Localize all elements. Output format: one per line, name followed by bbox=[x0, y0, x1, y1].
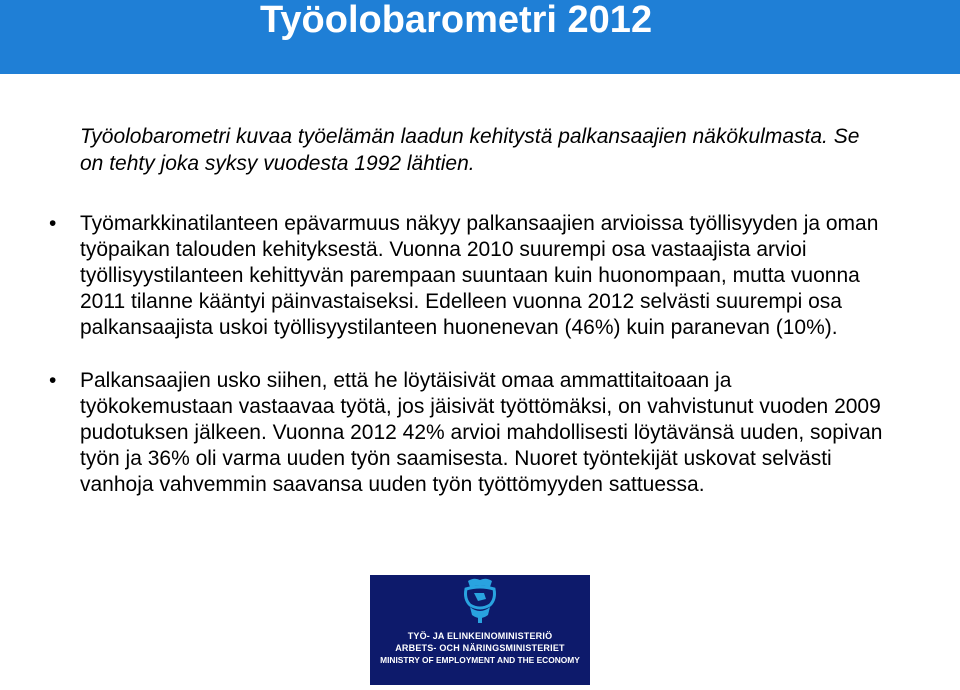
intro-text: Työolobarometri kuvaa työelämän laadun kehitystä palkansaajien näkökulmasta. Se on tehty joka syksy vuodesta 1992 lähtien. bbox=[80, 125, 860, 175]
ministry-lion-emblem-icon bbox=[460, 575, 500, 625]
bullet-dot: • bbox=[49, 369, 57, 392]
bullet-text: Työmarkkinatilanteen epävarmuus näkyy palkansaajien arvioissa työllisyyden ja oman työpaikan talouden kehityksestä. Vuonna 2010 suurempi osa vastaajista arvioi työllisyystilanteen kehittyvän parempaan suuntaan kuin huonompaan, mutta vuonna 2011 tilanne kääntyi päinvastaiseksi. Edelleen vuonna 2012 selvästi suurempi osa palkansaajista uskoi työllisyystilanteen huonenevan (46%) kuin paranevan (10%). bbox=[80, 212, 879, 339]
bullet-dot: • bbox=[49, 212, 57, 235]
bullet-text: Palkansaajien usko siihen, että he löytäisivät omaa ammattitaitoaan ja työkokemustaan vastaavaa työtä, jos jäisivät työttömäksi, on vahvistunut vuoden 2009 pudotuksen jälkeen. Vuonna 2012 42% arvioi mahdollisesti löytävänsä uuden, sopivan työn ja 36% oli varma uuden työn saamisesta. Nuoret työntekijät uskovat selvästi vanhoja vahvemmin saavansa uuden työn työttömyyden sattuessa. bbox=[80, 369, 883, 496]
bullet-list bbox=[49, 211, 890, 498]
ministry-name-fi: TYÖ- JA ELINKEINOMINISTERIÖ bbox=[407, 631, 553, 641]
slide-title: Työolobarometri 2012 bbox=[260, 0, 653, 41]
bullet-item bbox=[49, 211, 890, 341]
bullet-item bbox=[49, 368, 890, 498]
ministry-logo bbox=[370, 575, 590, 685]
ministry-name-sv: ARBETS- OCH NÄRINGSMINISTERIET bbox=[395, 643, 565, 653]
ministry-name-en: MINISTRY OF EMPLOYMENT AND THE ECONOMY bbox=[380, 655, 580, 665]
title-bar bbox=[0, 0, 960, 74]
